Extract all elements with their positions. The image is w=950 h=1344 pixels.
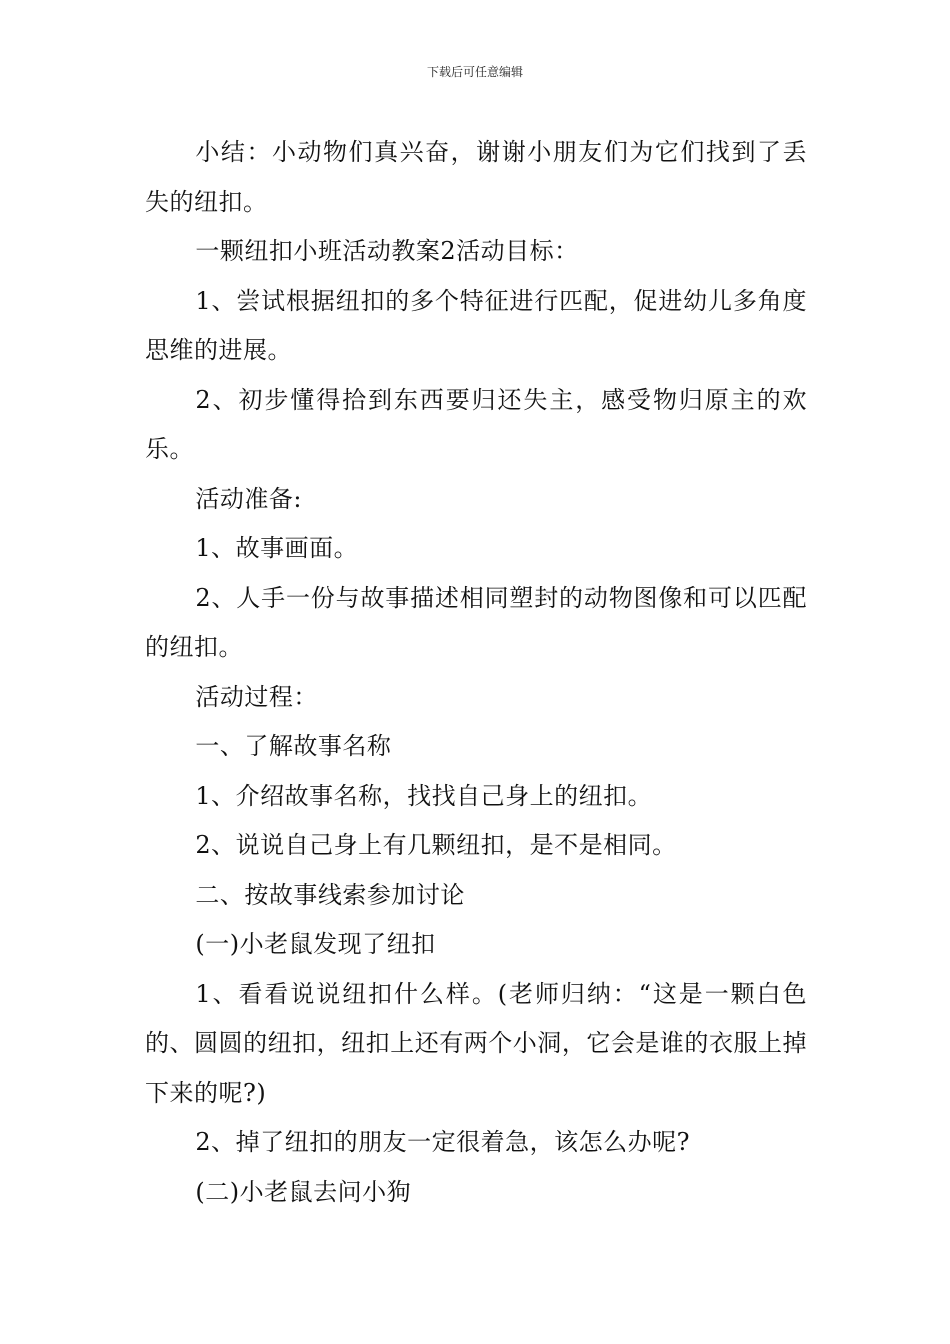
paragraph-process-step-2: 二、按故事线索参加讨论 xyxy=(195,880,465,909)
paragraph-goal-2: 2、初步懂得拾到东西要归还失主，感受物归原主的欢乐。 xyxy=(145,385,807,463)
paragraph-summary: 小结：小动物们真兴奋，谢谢小朋友们为它们找到了丢失的纽扣。 xyxy=(145,138,807,216)
paragraph-process-heading: 活动过程： xyxy=(195,682,318,711)
paragraph-preparation-2: 2、人手一份与故事描述相同塑封的动物图像和可以匹配的纽扣。 xyxy=(145,583,807,661)
paragraph-subsection-2: (二)小老鼠去问小狗 xyxy=(195,1177,412,1206)
paragraph-subsection-1-item-1: 1、看看说说纽扣什么样。(老师归纳：“这是一颗白色的、圆圆的纽扣，纽扣上还有两个小洞，它会是谁的衣服上掉下来的呢?) xyxy=(145,979,807,1107)
paragraph-preparation-1: 1、故事画面。 xyxy=(195,534,359,562)
paragraph-subsection-1: (一)小老鼠发现了纽扣 xyxy=(195,930,436,958)
paragraph-process-step-1-1: 1、介绍故事名称，找找自己身上的纽扣。 xyxy=(195,781,653,810)
page-header: 下载后可任意编辑 xyxy=(426,65,523,79)
paragraph-subsection-1-item-2: 2、掉了纽扣的朋友一定很着急，该怎么办呢? xyxy=(195,1128,691,1156)
paragraph-process-step-1-2: 2、说说自己身上有几颗纽扣，是不是相同。 xyxy=(195,831,677,859)
paragraph-process-step-1: 一、了解故事名称 xyxy=(195,732,392,760)
document-body xyxy=(145,128,807,1217)
paragraph-section-title: 一颗纽扣小班活动教案2活动目标： xyxy=(195,237,579,265)
paragraph-goal-1: 1、尝试根据纽扣的多个特征进行匹配，促进幼儿多角度思维的进展。 xyxy=(145,286,807,364)
paragraph-preparation-heading: 活动准备: xyxy=(195,484,302,513)
